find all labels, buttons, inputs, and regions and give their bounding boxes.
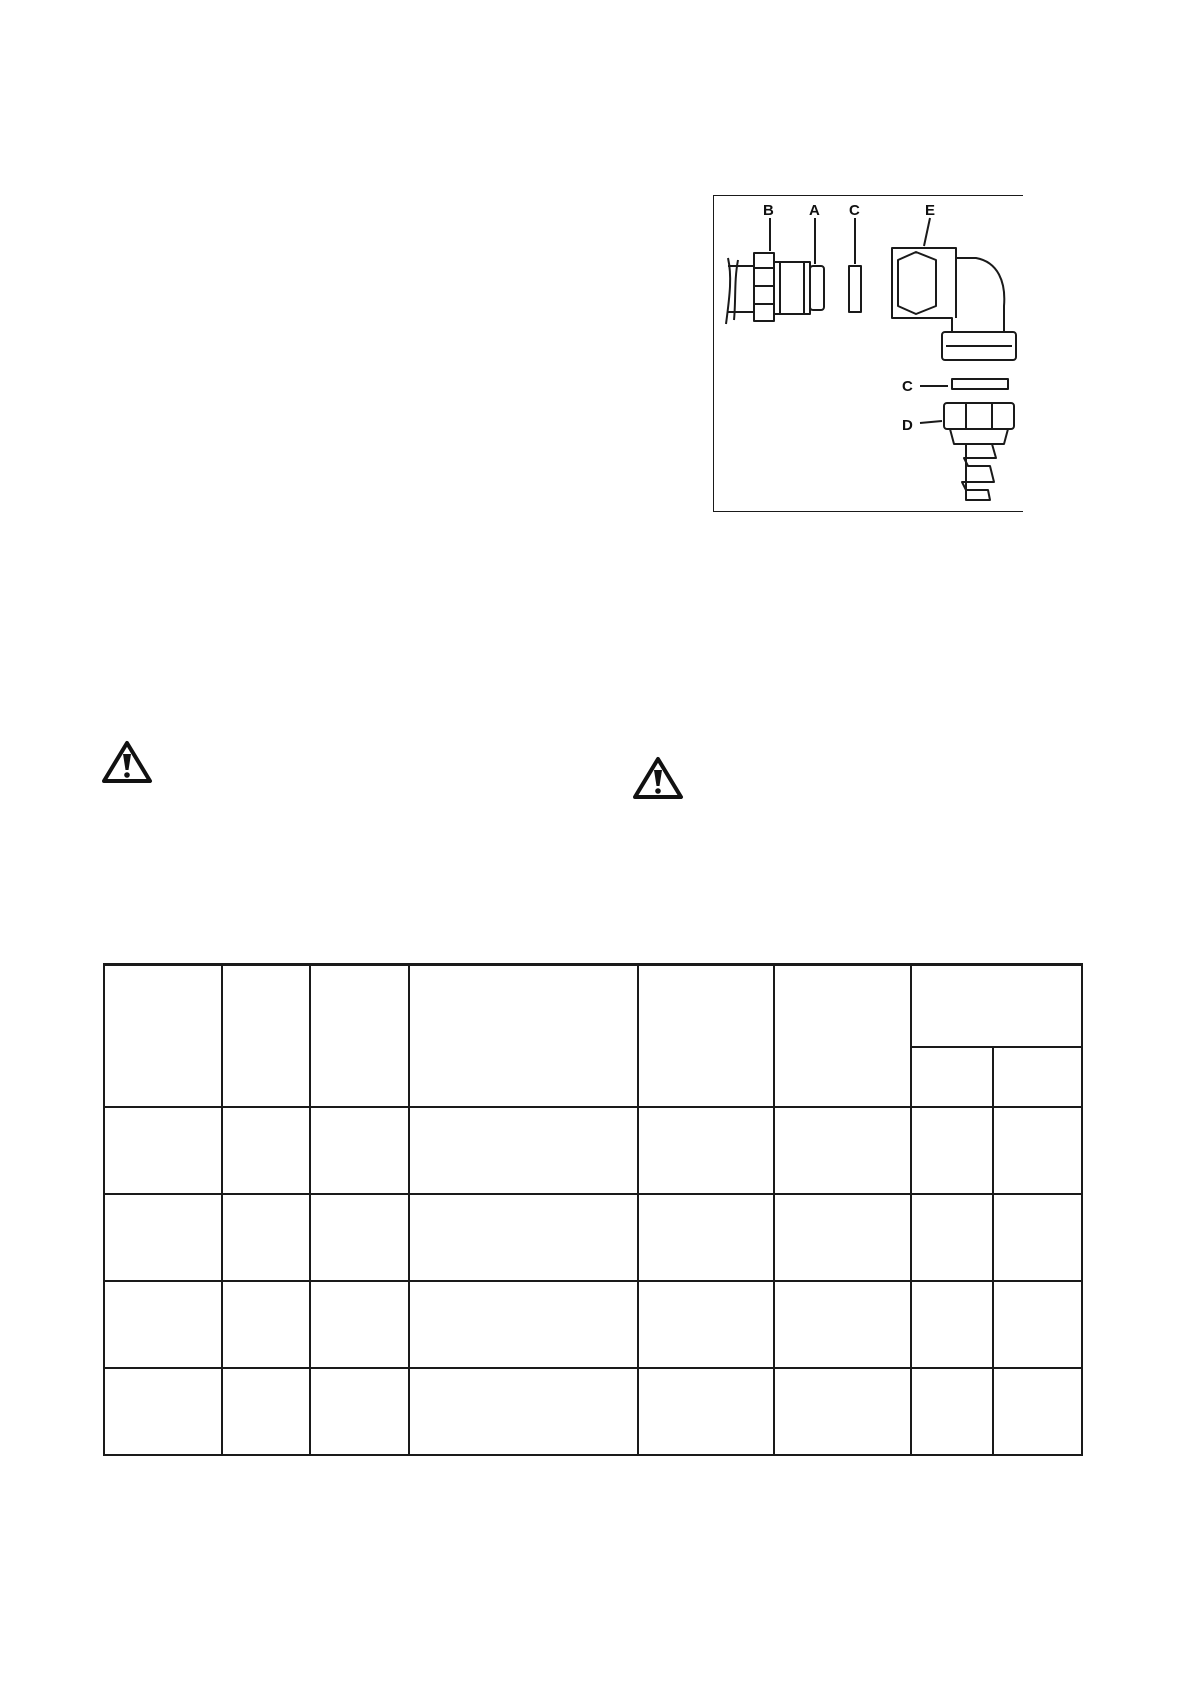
hose-fitting-diagram (713, 195, 1023, 512)
warning-triangle-icon (101, 740, 153, 784)
label-c-top: C (849, 202, 860, 219)
table-row (104, 1194, 1082, 1281)
washer-c-top (849, 266, 861, 312)
label-c-side: C (902, 378, 913, 395)
hose-outline (726, 258, 730, 324)
label-d: D (902, 417, 913, 434)
washer-c-bottom (952, 379, 1008, 389)
subheader-cell (993, 1047, 1082, 1107)
header-cell (104, 965, 222, 1107)
header-cell (222, 965, 310, 1107)
table-row (104, 1368, 1082, 1455)
header-group-cell (911, 965, 1082, 1047)
elbow-e (892, 248, 1016, 360)
table-row (104, 1281, 1082, 1368)
warning-triangle-icon (632, 756, 684, 800)
nut-b (754, 253, 774, 321)
label-a: A (809, 202, 820, 219)
label-e: E (925, 202, 936, 219)
label-b: B (763, 202, 774, 219)
header-cell (638, 965, 774, 1107)
fitting-illustration (714, 196, 1024, 513)
specification-table (103, 963, 1083, 1456)
header-cell (310, 965, 409, 1107)
table-row (104, 1107, 1082, 1194)
subheader-cell (911, 1047, 993, 1107)
header-cell (774, 965, 911, 1107)
connector-a (774, 262, 824, 314)
header-cell (409, 965, 638, 1107)
hose-tail-d (944, 403, 1014, 500)
